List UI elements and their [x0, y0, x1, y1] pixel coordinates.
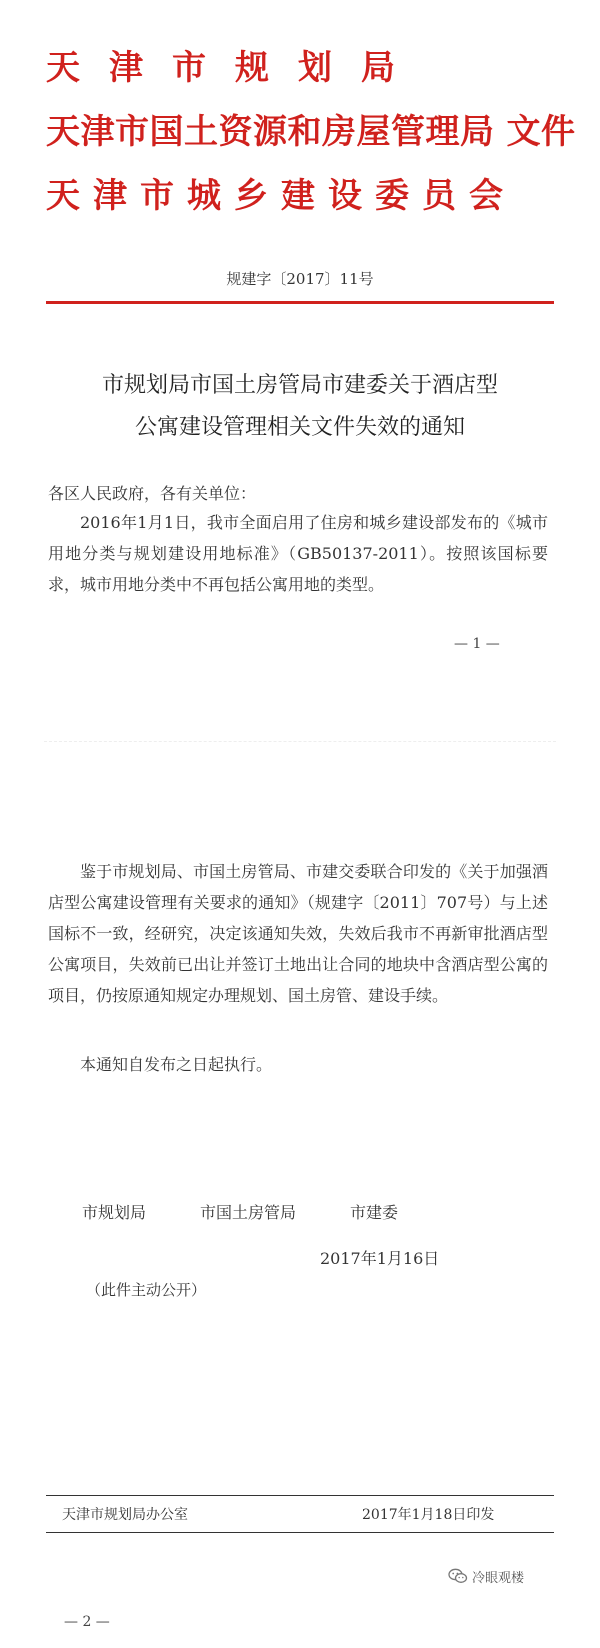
page-break-divider	[44, 741, 556, 742]
signer-planning-bureau: 市规划局	[82, 1203, 147, 1222]
footer-print-date: 2017年1月18日印发	[362, 1507, 495, 1523]
header-red-rule	[46, 301, 554, 304]
watermark-text: 冷眼观楼	[472, 1570, 525, 1586]
footer-issuing-office: 天津市规划局办公室	[62, 1507, 188, 1523]
document-title-line-1: 市规划局市国土房管局市建委关于酒店型	[101, 373, 498, 398]
issuer-land-housing-bureau	[46, 112, 576, 152]
file-suffix: 文件	[506, 112, 576, 152]
watermark	[448, 1565, 588, 1587]
issuer-land-housing-name: 天津市国土资源和房屋管理局	[46, 112, 495, 152]
signer-land-housing-bureau: 市国土房管局	[200, 1203, 297, 1222]
footer-rule-bottom	[46, 1532, 554, 1533]
issuer-planning-bureau: 天津市规划局	[46, 48, 424, 88]
footer-rule-top	[46, 1495, 554, 1496]
document-number: 规建字〔2017〕11号	[226, 270, 374, 288]
document-title-line-2: 公寓建设管理相关文件失效的通知	[134, 415, 465, 440]
signer-construction-commission: 市建委	[350, 1203, 399, 1222]
body-paragraph-2: 鉴于市规划局、市国土房管局、市建交委联合印发的《关于加强酒店型公寓建设管理有关要求的通知》（规建字〔2011〕707号）与上述国标不一致，经研究，决定该通知失效，失效后我市不再新审批酒店型公寓项目，失效前已出让并签订土地出让合同的地块中含酒店型公寓的项目，仍按原通知规定办理规划、国土房管、建设手续。	[48, 862, 548, 1005]
page-number-2: — 2 —	[64, 1614, 110, 1630]
salutation: 各区人民政府，各有关单位：	[48, 484, 257, 503]
body-paragraph-3: 本通知自发布之日起执行。	[80, 1055, 273, 1074]
page-number-1: — 1 —	[454, 636, 500, 652]
wechat-icon	[448, 1568, 468, 1584]
disclosure-note: （此件主动公开）	[86, 1281, 207, 1299]
body-paragraph-1: 2016年1月1日，我市全面启用了住房和城乡建设部发布的《城市用地分类与规划建设用地标准》（GB50137-2011）。按照该国标要求，城市用地分类中不再包括公寓用地的类型。	[48, 513, 548, 594]
signature-date: 2017年1月16日	[320, 1249, 440, 1268]
issuer-construction-commission: 天津市城乡建设委员会	[46, 176, 516, 216]
